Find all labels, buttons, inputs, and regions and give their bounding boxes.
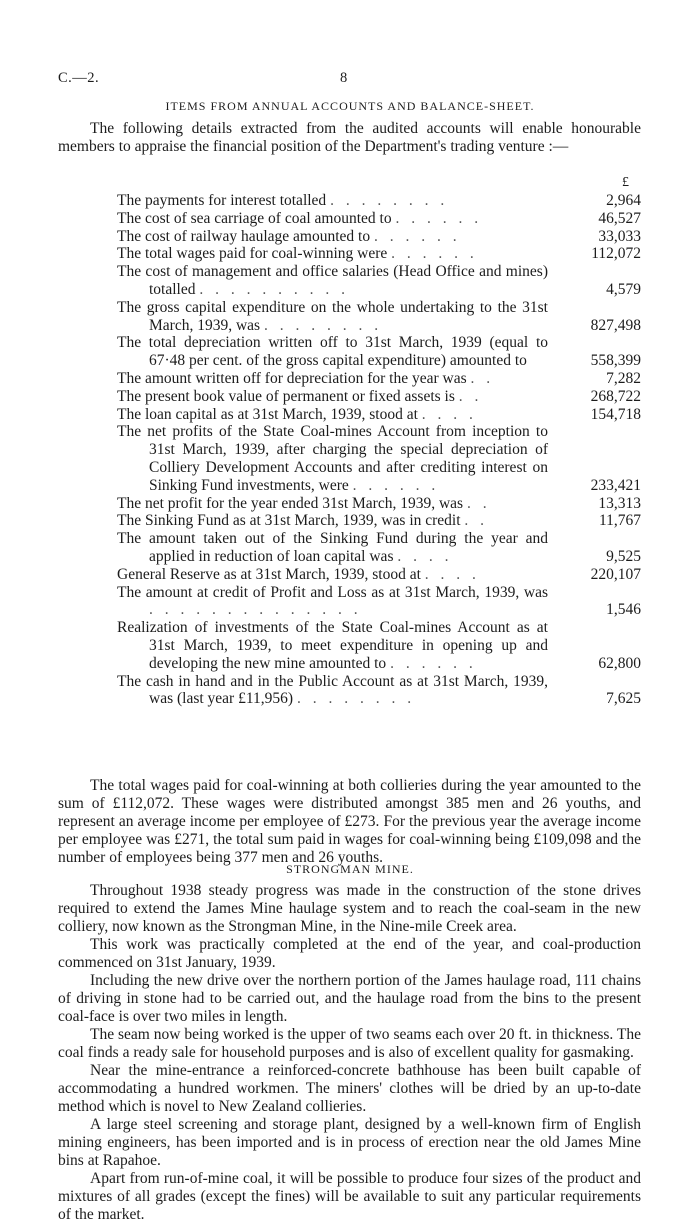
item-text: The cash in hand and in the Public Account as at 31st March, 1939, was (last year £11,956) — [117, 672, 548, 708]
item-text: The amount taken out of the Sinking Fund during the year and applied in reduction of loan capital was — [117, 530, 548, 565]
item-text: The total depreciation written off to 31st March, 1939 (equal to 67·48 per cent. of the gross capital expenditure) amounted to — [117, 334, 548, 370]
dot-leader: . . . . . . . . . . . . . . — [149, 601, 362, 619]
dot-leader: . . . . . . . . — [263, 316, 383, 334]
item-amount: 13,313 — [598, 494, 641, 512]
accounts-item — [117, 406, 641, 424]
item-text: General Reserve as at 31st March, 1939, stood at — [117, 565, 421, 583]
dot-leader: . . . . . . . . . . — [199, 280, 349, 298]
accounts-item — [117, 495, 641, 513]
item-text: The net profit for the year ended 31st March, 1939, was — [117, 494, 464, 512]
item-text: The net profits of the State Coal-mines Account from inception to 31st March, 1939, after charging the special depreciation of Colliery Development Accounts and after crediting interest on Sinking Fund investments, were — [117, 423, 548, 494]
accounts-item — [117, 512, 641, 530]
item-amount: 827,498 — [590, 316, 641, 334]
item-text: The amount at credit of Profit and Loss as at 31st March, 1939, was — [117, 583, 548, 601]
dot-leader: . . . . . . . . — [330, 192, 449, 209]
dot-leader: . . . . — [424, 565, 480, 583]
item-amount: 558,399 — [590, 352, 641, 370]
item-amount: 268,722 — [590, 387, 641, 405]
item-amount: 220,107 — [590, 565, 641, 583]
body-paragraph: This work was practically completed at the end of the year, and coal-production commenced on 31st January, 1939. — [58, 936, 641, 971]
accounts-item — [117, 584, 641, 620]
item-amount: 1,546 — [606, 601, 641, 619]
dot-leader: . . — [466, 494, 491, 512]
dot-leader: . . . . . . — [390, 654, 477, 672]
accounts-item — [117, 299, 641, 335]
item-text: The loan capital as at 31st March, 1939, stood at — [117, 405, 418, 423]
accounts-item — [117, 566, 641, 584]
item-text: The Sinking Fund as at 31st March, 1939, was in credit — [117, 512, 461, 530]
intro-paragraph: The following details extracted from the audited accounts will enable honourable members to appraise the financial position of the Department's trading venture :— — [58, 120, 641, 155]
accounts-item — [117, 388, 641, 406]
accounts-item — [117, 673, 641, 709]
dot-leader: . . . . . . — [391, 245, 478, 263]
accounts-item — [117, 245, 641, 263]
item-text: Realization of investments of the State Coal-mines Account as at 31st March, 1939, to meet expenditure in opening up and developing the new mine amounted to — [117, 619, 548, 672]
body-paragraph: Throughout 1938 steady progress was made in the construction of the stone drives required to extend the James Mine haulage system and to reach the coal-seam in the new colliery, now known as the Strongman Mine, in the Nine-mile Creek area. — [58, 882, 641, 935]
item-text: The gross capital expenditure on the whole undertaking to the 31st March, 1939, was — [117, 298, 548, 334]
item-amount: 62,800 — [598, 654, 641, 672]
section-title: ITEMS FROM ANNUAL ACCOUNTS AND BALANCE-SHEET. — [165, 99, 535, 113]
section-heading: STRONGMAN MINE. — [286, 862, 414, 876]
item-amount: 2,964 — [606, 192, 641, 209]
item-amount: 112,072 — [591, 245, 641, 263]
accounts-item — [117, 263, 641, 299]
item-amount: 233,421 — [590, 476, 641, 494]
page-header — [0, 62, 700, 86]
dot-leader: . . — [470, 369, 495, 387]
currency-unit-label: £ — [622, 175, 629, 190]
dot-leader: . . — [458, 387, 483, 405]
dot-leader: . . . . . . — [352, 476, 440, 494]
wages-paragraph: The total wages paid for coal-winning at both collieries during the year amounted to the sum of £112,072. These wages were distributed amongst 385 men and 26 youths, and represent an average income per employee of £273. For the previous year the average income per employee was £271, the total sum paid in wages for coal-winning being £109,098 and the number of employees being 377 men and 26 youths. — [58, 777, 641, 866]
body-paragraph: Near the mine-entrance a reinforced-concrete bathhouse has been built capable of accommodating a hundred workmen. The miners' clothes will be dried by an up-to-date method which is novel to New Zealand collieries. — [58, 1062, 641, 1115]
body-paragraph: Including the new drive over the northern portion of the James haulage road, 111 chains of driving in stone had to be carried out, and the haulage road from the bins to the present coal-face is over two miles in length. — [58, 972, 641, 1025]
item-amount: 7,282 — [606, 369, 641, 387]
item-amount: 154,718 — [590, 405, 641, 423]
item-amount: 4,579 — [606, 280, 641, 298]
item-text: The cost of railway haulage amounted to — [117, 227, 371, 245]
item-text: The total wages paid for coal-winning were — [117, 245, 388, 263]
accounts-item — [117, 334, 641, 370]
accounts-item — [117, 530, 641, 566]
item-text: The present book value of permanent or fixed assets is — [117, 387, 455, 405]
dot-leader: . . — [464, 512, 489, 530]
dot-leader: . . . . . . — [373, 227, 461, 245]
accounts-item — [117, 192, 641, 210]
accounts-item — [117, 210, 641, 228]
page-number: 8 — [340, 70, 348, 86]
accounts-items-list — [117, 174, 641, 708]
item-amount: 33,033 — [598, 227, 641, 245]
dot-leader: . . . . — [421, 405, 477, 423]
item-text: The cost of sea carriage of coal amounted to — [117, 209, 392, 227]
item-amount: 46,527 — [598, 209, 641, 227]
accounts-item — [117, 423, 641, 494]
body-paragraph: The seam now being worked is the upper of two seams each over 20 ft. in thickness. The coal finds a ready sale for household purposes and is also of excellent quality for gasmaking. — [58, 1026, 641, 1061]
dot-leader: . . . . — [397, 547, 453, 565]
dot-leader: . . . . . . . . — [296, 690, 416, 708]
item-text: The cost of management and office salaries (Head Office and mines) totalled — [117, 263, 548, 298]
item-text: The amount written off for depreciation for the year was — [117, 369, 467, 387]
item-amount: 11,767 — [598, 512, 641, 530]
document-reference: C.—2. — [58, 70, 100, 86]
item-amount: 9,525 — [606, 547, 641, 565]
item-text: The payments for interest totalled — [117, 192, 327, 209]
accounts-item — [117, 619, 641, 672]
dot-leader: . . . . . . — [395, 209, 483, 227]
accounts-item — [117, 370, 641, 388]
body-paragraph: Apart from run-of-mine coal, it will be possible to produce four sizes of the product and mixtures of all grades (except the fines) will be available to suit any particular requirements of the market. — [58, 1170, 641, 1223]
item-amount: 7,625 — [606, 690, 641, 708]
body-paragraph: A large steel screening and storage plant, designed by a well-known firm of English mining engineers, has been imported and is in process of erection near the old James Mine bins at Rapahoe. — [58, 1116, 641, 1169]
accounts-item — [117, 228, 641, 246]
